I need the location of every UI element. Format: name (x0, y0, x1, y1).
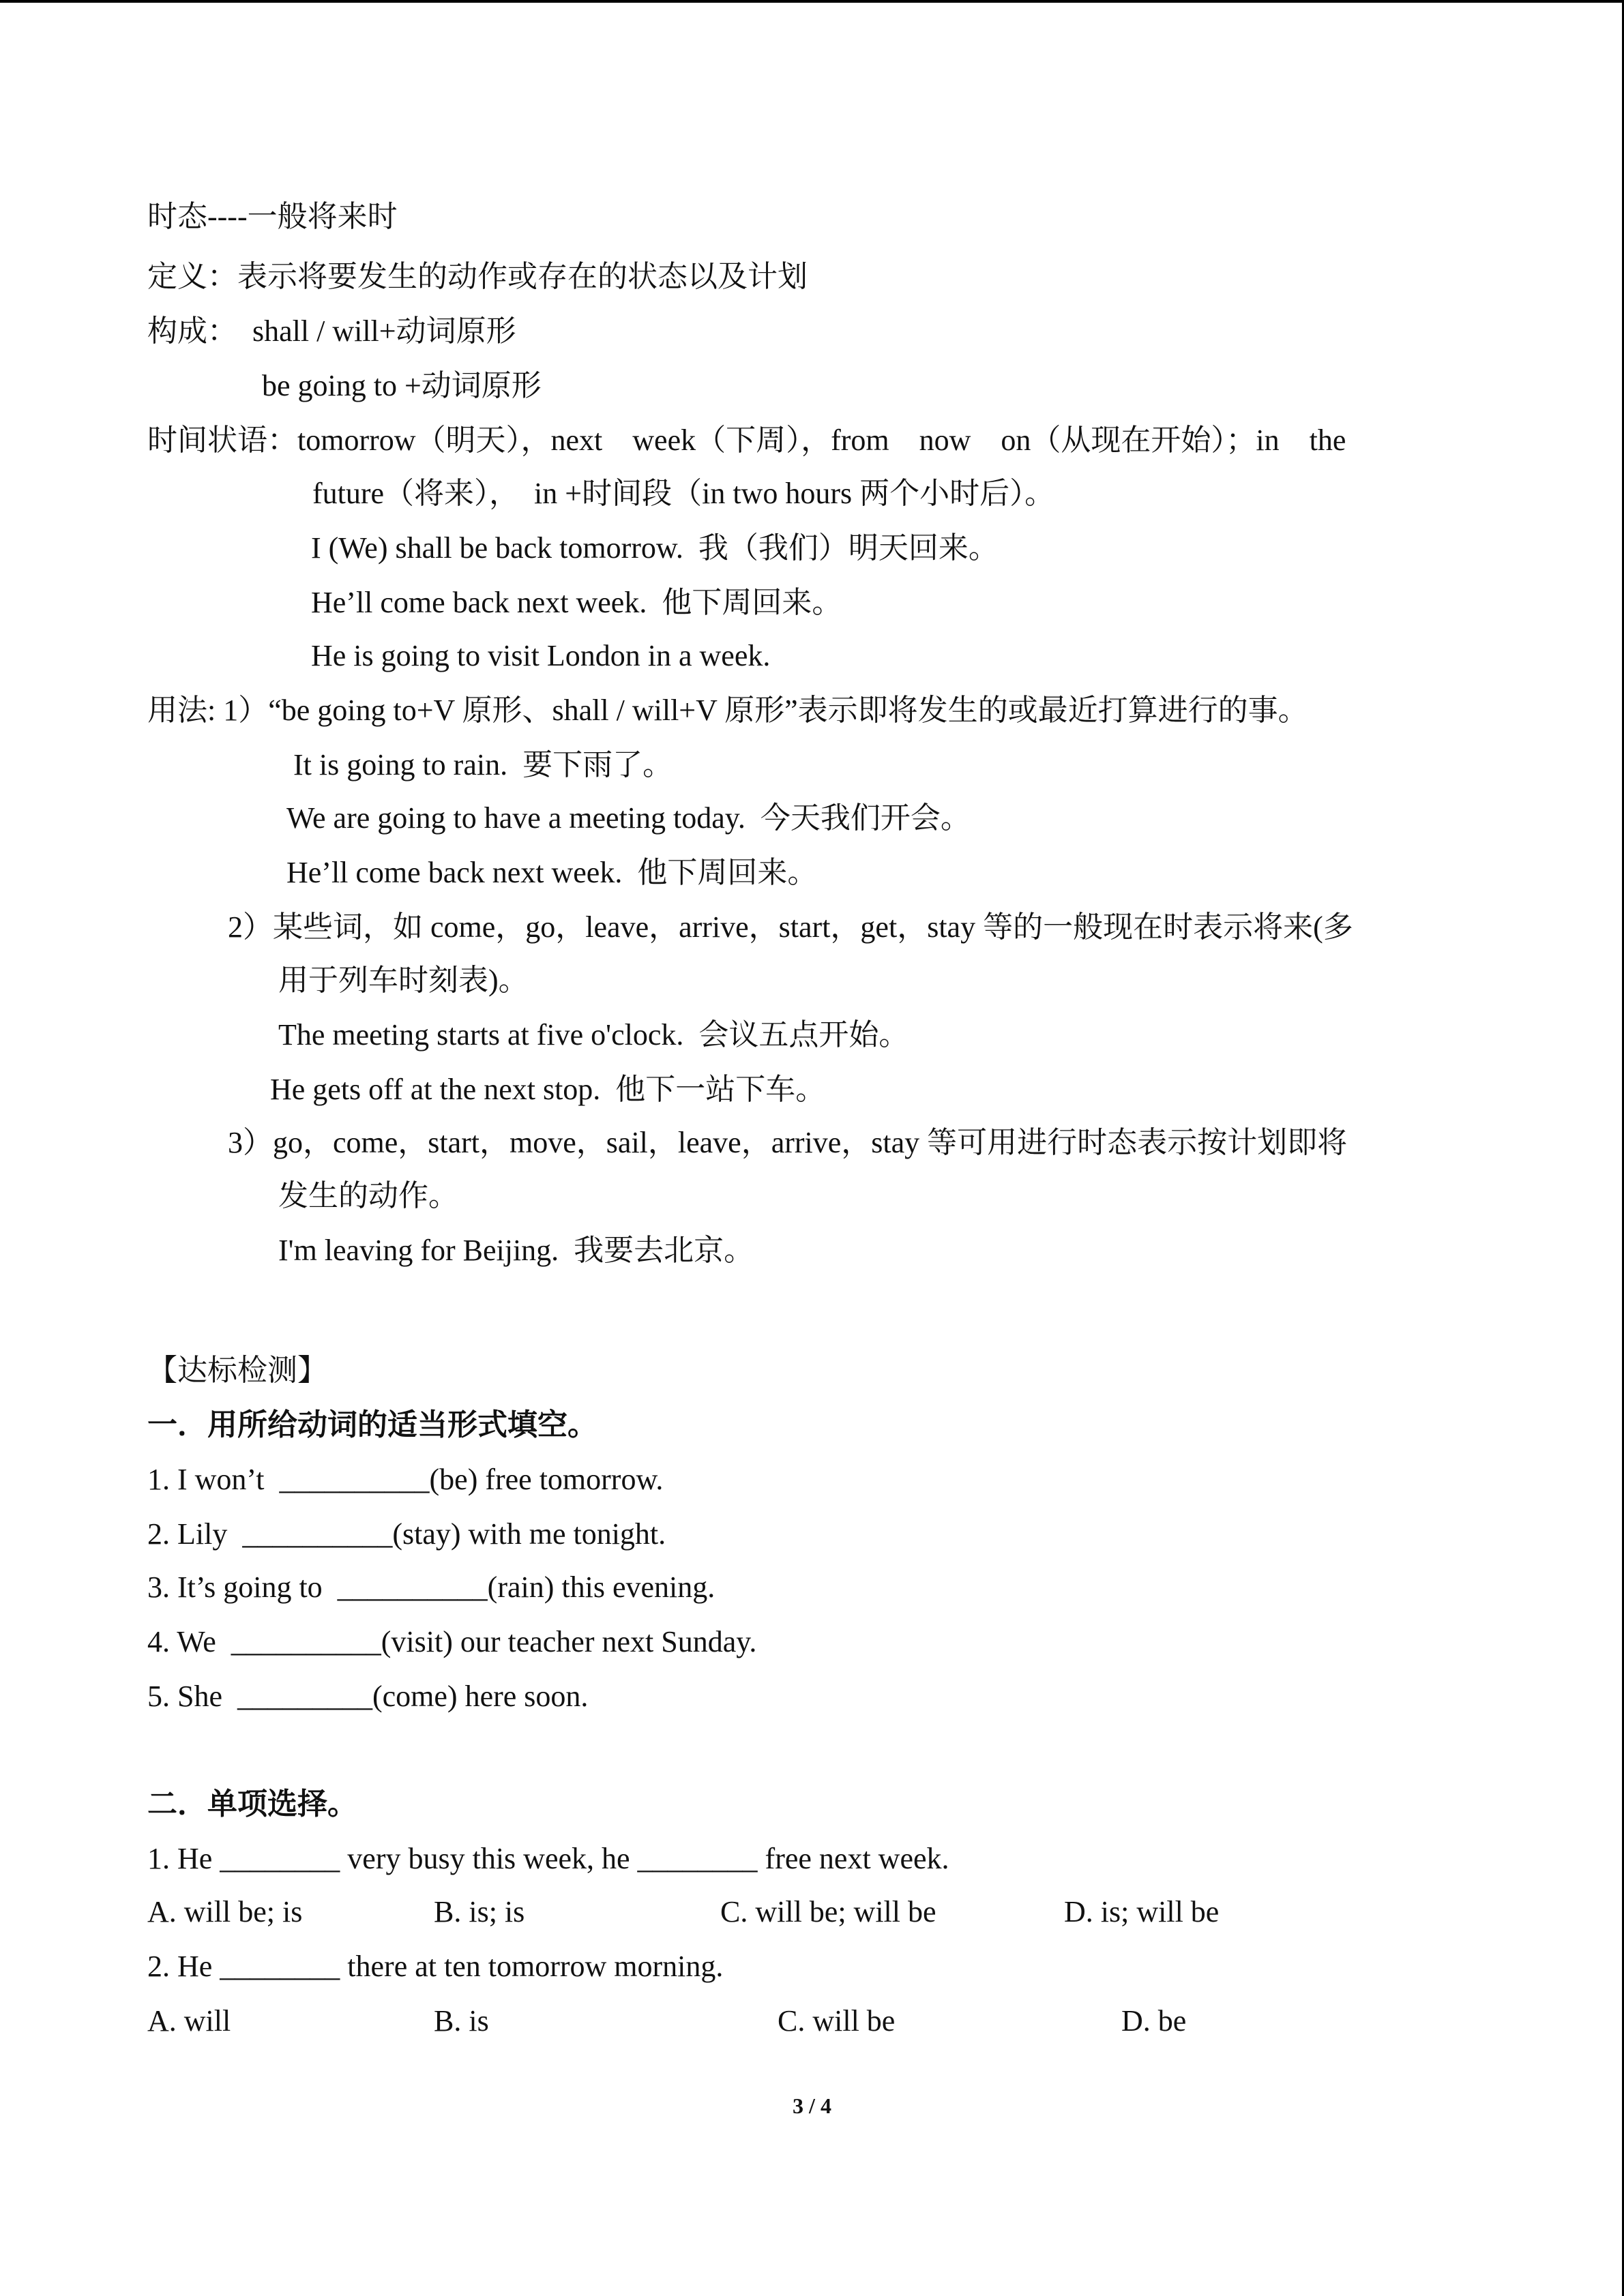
option-d: D. be (1121, 2004, 1187, 2038)
option-b: B. is; is (434, 1895, 525, 1928)
usage-line-2-cont: 用于列车时刻表)。 (278, 964, 529, 997)
usage-line-3-cont: 发生的动作。 (278, 1179, 458, 1212)
example-line: He’ll come back next week. 他下周回来。 (286, 856, 818, 889)
option-c: C. will be (778, 2004, 896, 2038)
page-top-border (0, 0, 1624, 3)
usage-line-3: 3）go，come，start，move，sail，leave，arrive，stay 等可用进行时态表示按计划即将 (228, 1126, 1348, 1159)
example-line: The meeting starts at five o'clock. 会议五点开始。 (278, 1018, 909, 1052)
option-a: A. will (147, 2004, 231, 2038)
usage-line-2: 2）某些词，如 come，go，leave，arrive，start，get，stay 等的一般现在时表示将来(多 (228, 910, 1353, 944)
structure-line-2: be going to +动词原形 (262, 369, 542, 402)
option-c: C. will be; will be (720, 1895, 936, 1928)
time-adverbial-line-1: 时间状语：tomorrow（明天），next week（下周），from now on（从现在开始）；in the (147, 423, 1346, 457)
fill-question: 2. Lily __________(stay) with me tonight. (147, 1517, 666, 1551)
example-line: He’ll come back next week. 他下周回来。 (311, 586, 842, 619)
example-line: We are going to have a meeting today. 今天我们开会。 (286, 801, 971, 835)
structure-line-1: 构成： shall / will+动词原形 (147, 314, 516, 348)
fill-question: 5. She _________(come) here soon. (147, 1680, 589, 1713)
definition-line: 定义：表示将要发生的动作或存在的状态以及计划 (147, 260, 808, 293)
option-a: A. will be; is (147, 1895, 303, 1928)
time-adverbial-line-2: future（将来）， in +时间段（in two hours 两个小时后）。 (312, 477, 1055, 510)
option-d: D. is; will be (1064, 1895, 1220, 1928)
option-b: B. is (434, 2004, 489, 2038)
choice-question-1: 1. He ________ very busy this week, he ________ free next week. (147, 1842, 949, 1875)
part-one-title: 一．用所给动词的适当形式填空。 (147, 1408, 597, 1442)
exercise-header: 【达标检测】 (147, 1354, 327, 1387)
example-line: He is going to visit London in a week. (311, 639, 771, 672)
part-two-title: 二．单项选择。 (147, 1787, 357, 1821)
example-line: It is going to rain. 要下雨了。 (293, 748, 673, 781)
choice-question-2: 2. He ________ there at ten tomorrow morning. (147, 1950, 724, 1983)
page-number: 3 / 4 (793, 2093, 831, 2118)
example-line: He gets off at the next stop. 他下一站下车。 (270, 1073, 826, 1106)
fill-question: 3. It’s going to __________(rain) this evening. (147, 1570, 715, 1604)
fill-question: 1. I won’t __________(be) free tomorrow. (147, 1463, 664, 1496)
section-title: 时态----一般将来时 (147, 200, 398, 233)
example-line: I'm leaving for Beijing. 我要去北京。 (278, 1234, 754, 1267)
usage-line-1: 用法: 1）“be going to+V 原形、shall / will+V 原形”表示即将发生的或最近打算进行的事。 (147, 694, 1308, 727)
example-line: I (We) shall be back tomorrow. 我（我们）明天回来。 (311, 531, 999, 565)
fill-question: 4. We __________(visit) our teacher next Sunday. (147, 1625, 757, 1658)
